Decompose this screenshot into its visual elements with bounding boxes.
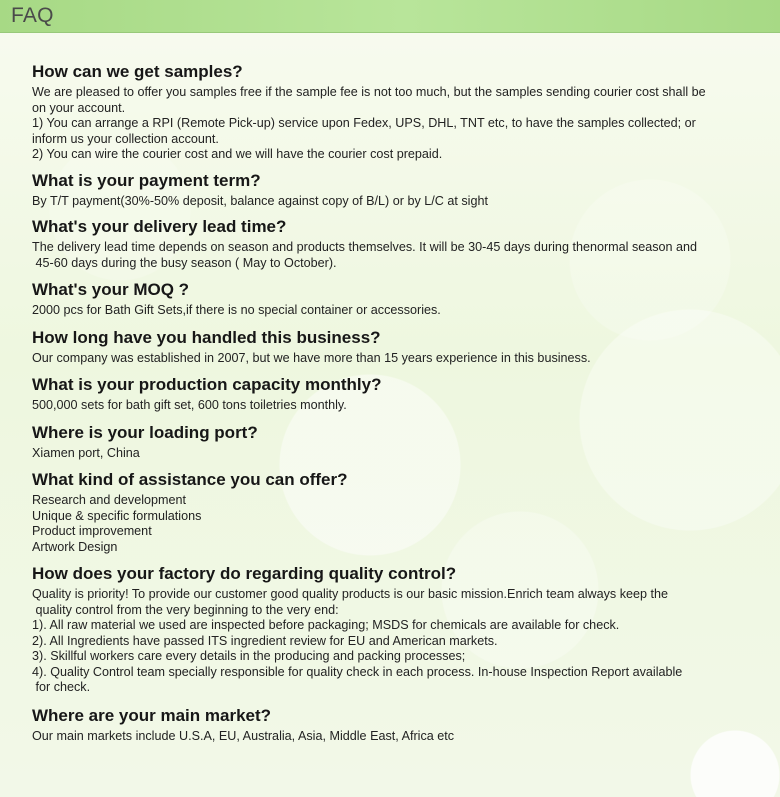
faq-answer-line: We are pleased to offer you samples free if the sample fee is not too much, but the samples sending courier cost shall be	[32, 85, 706, 99]
faq-answer-line: quality control from the very beginning to the very end:	[32, 602, 339, 617]
faq-answer-line: Our company was established in 2007, but we have more than 15 years experience in this business.	[32, 350, 591, 365]
faq-answer-line: inform us your collection account.	[32, 131, 219, 146]
faq-answer-line: Artwork Design	[32, 539, 118, 554]
faq-answer-line: Unique & specific formulations	[32, 508, 202, 523]
faq-question: What's your MOQ ?	[32, 280, 190, 299]
faq-answer-line: By T/T payment(30%-50% deposit, balance against copy of B/L) or by L/C at sight	[32, 193, 488, 208]
faq-answer-line: 4). Quality Control team specially responsible for quality check in each process. In-house Inspection Report available	[32, 664, 683, 679]
faq-item-quality-control	[32, 564, 752, 696]
faq-answer-line: Our main markets include U.S.A, EU, Australia, Asia, Middle East, Africa etc	[32, 728, 455, 743]
faq-answer-line: Research and development	[32, 493, 187, 507]
faq-item-assistance	[32, 470, 752, 555]
faq-question: How can we get samples?	[32, 62, 243, 81]
faq-header	[0, 0, 780, 33]
faq-question: How does your factory do regarding quality control?	[32, 564, 457, 583]
faq-item-main-market	[32, 706, 752, 745]
faq-answer-line: 2). All Ingredients have passed ITS ingredient review for EU and American markets.	[32, 633, 498, 648]
faq-item-delivery-lead-time	[32, 217, 752, 271]
faq-item-samples	[32, 62, 752, 163]
faq-question: Where are your main market?	[32, 705, 272, 725]
faq-item-payment-term	[32, 171, 752, 210]
faq-answer-line: 2000 pcs for Bath Gift Sets,if there is no special container or accessories.	[32, 303, 441, 317]
faq-answer-line: 500,000 sets for bath gift set, 600 tons toiletries monthly.	[32, 398, 347, 412]
faq-question: How long have you handled this business?	[32, 327, 381, 347]
faq-answer-line: The delivery lead time depends on season and products themselves. It will be 30-45 days during thenormal season and	[32, 240, 698, 254]
faq-question: Where is your loading port?	[32, 422, 258, 442]
faq-item-business-history	[32, 328, 752, 367]
faq-content	[32, 62, 752, 744]
faq-question: What is your production capacity monthly?	[32, 375, 382, 394]
faq-answer-line: 2) You can wire the courier cost and we will have the courier cost prepaid.	[32, 147, 443, 161]
faq-answer-line: 1). All raw material we used are inspected before packaging; MSDS for chemicals are available for check.	[32, 618, 620, 632]
faq-item-loading-port	[32, 423, 752, 462]
faq-answer-line: on your account.	[32, 100, 126, 115]
faq-answer-line: 45-60 days during the busy season ( May to October).	[32, 255, 337, 270]
faq-question: What is your payment term?	[32, 170, 261, 190]
faq-question: What kind of assistance you can offer?	[32, 470, 348, 489]
faq-answer-line: Xiamen port, China	[32, 445, 140, 460]
faq-answer-line: Quality is priority! To provide our customer good quality products is our basic mission.Enrich team always keep the	[32, 587, 669, 601]
faq-question: What's your delivery lead time?	[32, 217, 287, 236]
faq-answer-line: Product improvement	[32, 524, 152, 538]
faq-answer-line: 1) You can arrange a RPI (Remote Pick-up) service upon Fedex, UPS, DHL, TNT etc, to have the samples collected; or	[32, 116, 696, 130]
page-title: FAQ	[11, 4, 54, 27]
faq-answer-line: for check.	[32, 680, 91, 694]
faq-answer-line: 3). Skillful workers care every details in the producing and packing processes;	[32, 649, 466, 663]
faq-item-moq	[32, 280, 752, 319]
faq-item-production-capacity	[32, 375, 752, 414]
